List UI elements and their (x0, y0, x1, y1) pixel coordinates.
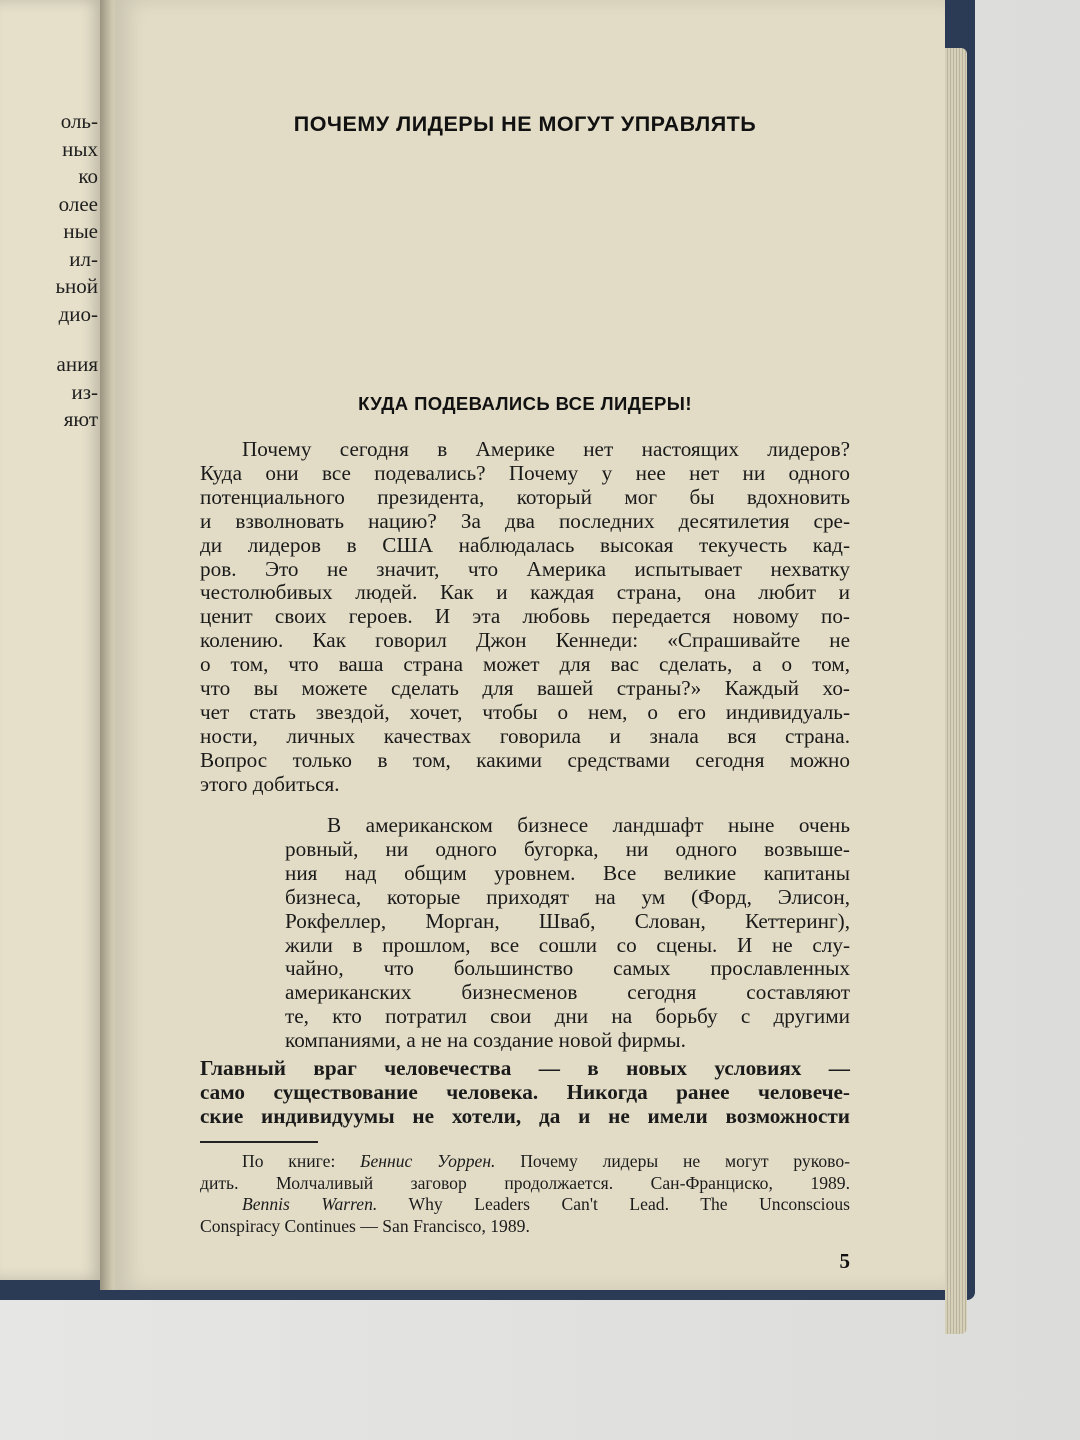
text-line: этого добиться. (200, 771, 340, 796)
footnote-author: Беннис Уоррен. (360, 1151, 496, 1171)
left-fragment: яют (63, 407, 98, 431)
footnote-line: дить. Молчаливый заговор продолжается. Сан-Франциско, 1989. (200, 1172, 850, 1193)
left-page (0, 0, 104, 1280)
left-fragment: ил- (69, 246, 98, 271)
text-line: бизнеса, которые приходят на ум (Форд, Элисон, (285, 884, 850, 909)
left-fragment: олее (58, 191, 98, 216)
text-line: жили в прошлом, все сошли со сцены. И не слу- (285, 932, 850, 957)
text-line: американских бизнесменов сегодня составляют (285, 980, 850, 1005)
paragraph-3-bold (200, 1057, 850, 1129)
text-line: ров. Это не значит, что Америка испытывает нехватку (200, 556, 850, 581)
text-line: о том, что ваша страна может для вас сделать, а о том, (200, 652, 850, 677)
paragraph-2-quote (285, 814, 850, 1053)
footnote-prefix: По книге: (242, 1151, 361, 1171)
text-line: Главный враг человечества — в новых условиях — (200, 1056, 850, 1080)
page-title: ПОЧЕМУ ЛИДЕРЫ НЕ МОГУТ УПРАВЛЯТЬ (293, 112, 757, 136)
text-line: компаниями, а не на создание новой фирмы. (285, 1028, 686, 1053)
paragraph-1 (200, 438, 850, 797)
text-line: чет стать звездой, хочет, чтобы о нем, о его индивидуаль- (200, 699, 850, 724)
text-line: потенциального президента, который мог бы вдохновить (200, 484, 850, 509)
left-fragment: ания (56, 352, 98, 376)
text-line: ди лидеров в США наблюдалась высокая текучесть кад- (200, 532, 850, 557)
text-line: чайно, что большинство самых прославленных (285, 956, 850, 981)
footnote-divider (200, 1141, 318, 1143)
left-fragment: из- (71, 379, 98, 404)
text-line: Вопрос только в том, какими средствами сегодня можно (200, 747, 850, 772)
footnote-line (200, 1194, 850, 1216)
left-fragment: ных (62, 136, 98, 161)
text-line: те, кто потратил свои дни на борьбу с другими (285, 1004, 850, 1029)
footnote-line: Conspiracy Continues — San Francisco, 1989. (200, 1215, 530, 1236)
left-fragment: дио- (58, 301, 98, 326)
text-line: что вы можете сделать для вашей страны?» Каждый хо- (200, 676, 850, 701)
text-line: ровный, ни одного бугорка, ни одного возвыше- (285, 836, 850, 861)
left-fragment: ьной (55, 274, 98, 298)
page-edges (945, 48, 967, 1334)
left-fragment: оль- (60, 109, 98, 133)
page-number: 5 (839, 1249, 850, 1273)
text-line: ценит своих героев. И эта любовь передается новому по- (200, 604, 850, 629)
text-line: Куда они все подевались? Почему у нее нет ни одного (200, 460, 850, 485)
text-line: ности, личных качествах говорила и знала вся страна. (200, 723, 850, 748)
text-line: В американском бизнесе ландшафт ныне очень (327, 813, 850, 837)
text-line: честолюбивых людей. Как и каждая страна, она любит и (200, 580, 850, 605)
footnote-title: Почему лидеры не могут руково- (495, 1151, 850, 1171)
section-title: КУДА ПОДЕВАЛИСЬ ВСЕ ЛИДЕРЫ! (358, 393, 692, 414)
left-fragment: ко (78, 164, 98, 188)
text-line: ские индивидуумы не хотели, да и не имели возможности (200, 1103, 850, 1128)
text-line: само существование человека. Никогда ранее человече- (200, 1079, 850, 1104)
left-fragment: ные (63, 219, 98, 243)
text-line: и взволновать нацию? За два последних десятилетия сре- (200, 508, 850, 533)
footnote-title-en: Why Leaders Can't Lead. The Unconscious (377, 1194, 850, 1214)
footnote (200, 1151, 850, 1237)
footnote-line (200, 1151, 850, 1173)
footnote-author-en: Bennis Warren. (242, 1194, 378, 1214)
left-page-text-fragments (0, 108, 98, 434)
text-line: Рокфеллер, Морган, Шваб, Слован, Кеттеринг), (285, 908, 850, 933)
text-line: Почему сегодня в Америке нет настоящих лидеров? (242, 437, 850, 461)
text-line: колению. Как говорил Джон Кеннеди: «Спрашивайте не (200, 628, 850, 653)
text-line: ния над общим уровнем. Все великие капитаны (285, 860, 850, 885)
